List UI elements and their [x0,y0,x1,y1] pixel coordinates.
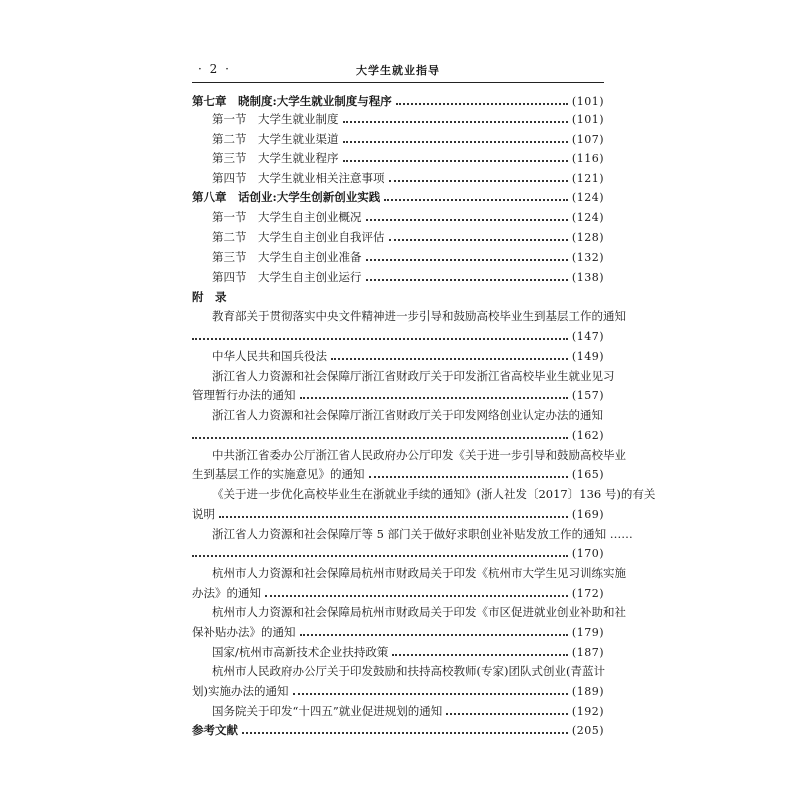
page-ref: (138) [571,270,604,284]
leader-dots [369,475,568,478]
section-title: 大学生自主创业自我评估 [258,230,385,244]
section-number: 第四节 [212,270,247,284]
section-title: 大学生就业相关注意事项 [258,171,385,185]
appendix-entry-line[interactable]: 中共浙江省委办公厅浙江省人民政府办公厅印发《关于进一步引导和鼓励高校毕业 [212,448,626,462]
toc-chapter-8[interactable] [192,188,604,206]
page-ref: (192) [571,704,604,718]
toc-chapter-7[interactable] [192,92,604,110]
section-title: 大学生就业程序 [258,151,339,165]
toc-section[interactable] [212,208,604,226]
book-title: 大学生就业指导 [356,64,440,77]
appendix-entry[interactable] [212,643,604,661]
section-number: 第二节 [212,230,247,244]
leader-dots [331,357,568,360]
appendix-entry-page-line[interactable] [192,544,604,562]
page-ref: (165) [571,467,604,481]
leader-dots [389,238,568,241]
leader-dots [389,179,568,182]
section-number: 第一节 [212,112,247,126]
leader-dots [366,218,568,221]
leader-dots [446,712,568,715]
leader-dots [293,692,568,695]
entry-title-cont: 管理暂行办法的通知 [192,388,296,402]
page-ref: (128) [571,230,604,244]
entry-title: 中华人民共和国兵役法 [212,349,327,363]
page-ref: (189) [571,684,604,698]
page-ref: (132) [571,250,604,264]
entry-title: 国务院关于印发“十四五”就业促进规划的通知 [212,704,443,718]
appendix-entry-page-line[interactable] [192,426,604,444]
page-ref: (162) [571,428,604,442]
appendix-entry-page-line[interactable] [192,682,604,700]
page-ref: (124) [571,210,604,224]
leader-dots [192,554,568,557]
leader-dots [192,436,568,439]
leader-dots [366,258,568,261]
appendix-entry[interactable] [212,347,604,365]
section-title: 大学生就业渠道 [258,132,339,146]
section-title: 大学生自主创业准备 [258,250,362,264]
chapter-title: 第八章 话创业:大学生创新创业实践 [192,190,381,204]
page-ref: (101) [571,112,604,126]
appendix-entry-line[interactable]: 杭州市人力资源和社会保障局杭州市财政局关于印发《杭州市大学生见习训练实施 [212,566,626,580]
entry-title-cont: 办法》的通知 [192,586,261,600]
toc-section[interactable] [212,110,604,128]
page-ref: (147) [571,329,604,343]
appendix-entry-line[interactable]: 浙江省人力资源和社会保障厅浙江省财政厅关于印发浙江省高校毕业生就业见习 [212,369,615,383]
toc-section[interactable] [212,268,604,286]
toc-references[interactable] [192,721,604,739]
entry-title-cont: 保补贴办法》的通知 [192,625,296,639]
appendix-entry-line[interactable]: 教育部关于贯彻落实中央文件精神进一步引导和鼓励高校毕业生到基层工作的通知 [212,309,626,323]
entry-title-cont: 生到基层工作的实施意见》的通知 [192,467,365,481]
appendix-entry-page-line[interactable] [192,386,604,404]
leader-dots [343,140,568,143]
leader-dots [300,396,568,399]
page-ref: (107) [571,132,604,146]
section-number: 第二节 [212,132,247,146]
page-ref: (121) [571,171,604,185]
toc-section[interactable] [212,228,604,246]
leader-dots [366,278,568,281]
section-title: 大学生自主创业运行 [258,270,362,284]
toc-section[interactable] [212,248,604,266]
leader-dots [396,102,568,105]
page-ref: (170) [571,546,604,560]
references-title: 参考文献 [192,723,238,737]
page-ref: (116) [571,151,604,165]
appendix-entry-line[interactable]: 浙江省人力资源和社会保障厅浙江省财政厅关于印发网络创业认定办法的通知 [212,408,603,422]
leader-dots [242,731,568,734]
section-number: 第三节 [212,250,247,264]
leader-dots [343,159,568,162]
page-ref: (179) [571,625,604,639]
leader-dots [192,337,568,340]
leader-dots [265,594,568,597]
section-title: 大学生自主创业概况 [258,210,362,224]
leader-dots [392,653,568,656]
leader-dots [384,198,568,201]
page-ref: (187) [571,645,604,659]
page-ref: (169) [571,507,604,521]
appendix-entry[interactable] [212,702,604,720]
entry-title-cont: 划)实施办法的通知 [192,684,289,698]
appendix-entry-page-line[interactable] [192,327,604,345]
page-ref: (124) [571,190,604,204]
page-ref: (101) [571,94,604,108]
section-number: 第一节 [212,210,247,224]
section-number: 第四节 [212,171,247,185]
section-title: 大学生就业制度 [258,112,339,126]
chapter-title: 第七章 晓制度:大学生就业制度与程序 [192,94,392,108]
appendix-entry-page-line[interactable] [192,623,604,641]
entry-title: 国家/杭州市高新技术企业扶持政策 [212,645,389,659]
page-ref: (157) [571,388,604,402]
toc-section[interactable] [212,149,604,167]
toc-section[interactable] [212,130,604,148]
appendix-entry-page-line[interactable] [192,584,604,602]
toc-appendix-heading[interactable]: 附 录 [192,290,227,304]
appendix-entry-page-line[interactable] [192,465,604,483]
appendix-entry-line[interactable]: 杭州市人民政府办公厅关于印发鼓励和扶持高校教师(专家)团队式创业(青蓝计 [212,664,605,678]
appendix-entry-line[interactable]: 浙江省人力资源和社会保障厅等 5 部门关于做好求职创业补贴发放工作的通知 …… [212,527,633,541]
section-number: 第三节 [212,151,247,165]
leader-dots [343,120,568,123]
leader-dots [300,633,568,636]
page-ref: (172) [571,586,604,600]
appendix-entry-page-line[interactable] [192,505,604,523]
appendix-entry-line[interactable]: 杭州市人力资源和社会保障局杭州市财政局关于印发《市区促进就业创业补助和社 [212,605,626,619]
leader-dots [219,515,568,518]
page-number: · 2 · [198,62,231,76]
toc-section[interactable] [212,169,604,187]
entry-title-cont: 说明 [192,507,215,521]
page-ref: (205) [571,723,604,737]
appendix-entry-line[interactable]: 《关于进一步优化高校毕业生在浙就业手续的通知》(浙人社发〔2017〕136 号)的有关 [212,487,656,501]
page-ref: (149) [571,349,604,363]
